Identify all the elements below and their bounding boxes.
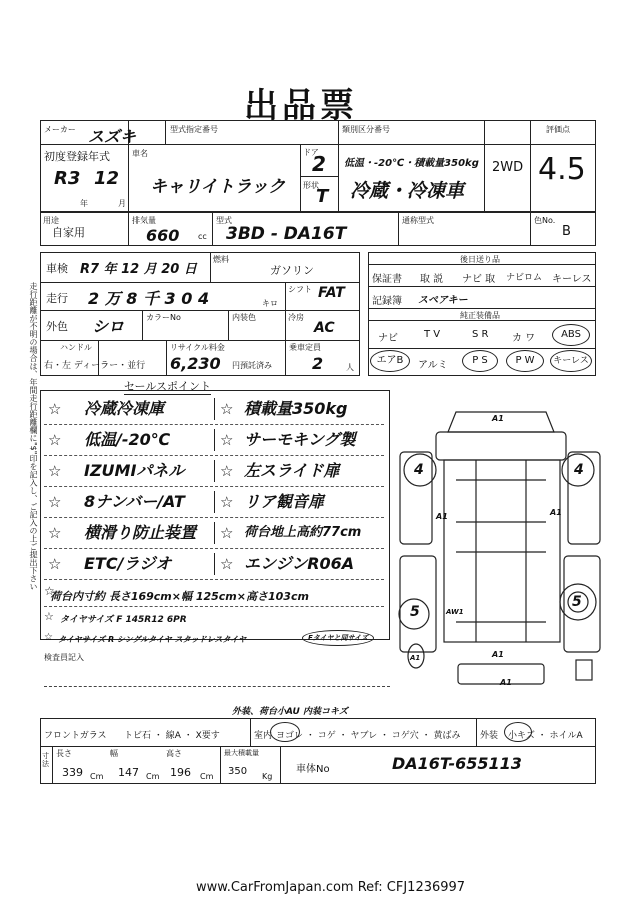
sales-point: エンジンR06A	[244, 554, 355, 573]
equip-ps: P S	[462, 350, 498, 372]
model-name-value: キャリイトラック	[150, 177, 286, 197]
dimension-label: 寸法	[42, 752, 49, 768]
damage-mark: AW1	[446, 608, 464, 616]
capacity-label: 乗車定員	[289, 343, 321, 352]
star-icon: ☆	[44, 584, 55, 598]
year-unit: 年	[80, 199, 88, 208]
length-label: 長さ	[56, 749, 72, 758]
windshield-value: トビ石 ・ 線A ・ X要す	[124, 731, 220, 741]
handle-label: ハンドル	[60, 343, 92, 352]
star-icon: ☆	[44, 632, 53, 643]
load-unit: Kg	[262, 772, 273, 781]
type-spec-label: 型式指定番号	[170, 125, 218, 134]
item-nav-manual: ナビ 取	[462, 274, 496, 285]
exterior-circle	[504, 722, 532, 742]
cargo-dims: 荷台内寸約 長さ169cm×幅 125cm×高さ103cm	[50, 590, 309, 603]
drive-value: 2WD	[492, 160, 524, 175]
item-keyless: キーレス	[552, 274, 592, 285]
score-label: 評価点	[546, 125, 570, 134]
common-model-label: 通称型式	[402, 216, 434, 225]
star-icon: ☆	[48, 524, 62, 542]
sales-point: 荷台地上高約77cm	[244, 525, 362, 540]
shape-value: T	[316, 186, 329, 207]
inspector-label: 検査員記入	[44, 653, 84, 662]
star-icon: ☆	[220, 524, 234, 542]
equip-leather: カ ワ	[512, 333, 536, 344]
shift-value: FAT	[318, 285, 345, 301]
side-note: 走行距離が不明の場合は、年間走行距離欄に"$"印を記入し、ご記入の上ご提出下さい	[29, 282, 38, 591]
cab-body	[436, 432, 566, 460]
item-warranty: 保証書	[372, 274, 402, 285]
displacement-unit: cc	[198, 232, 207, 241]
recycle-value: 6,230	[170, 354, 221, 373]
recycle-label: リサイクル料金	[170, 343, 225, 352]
star-icon: ☆	[48, 462, 62, 480]
interior-value: ヨゴレ ・ コゲ ・ ヤブレ ・ コゲ穴 ・ 黄ばみ	[276, 731, 461, 741]
sales-point: 低温/-20℃	[84, 430, 171, 449]
star-icon: ☆	[44, 610, 54, 623]
maker-value: スズキ	[88, 127, 137, 146]
body-note: 低温・-20℃・積載量350kg	[344, 158, 479, 169]
right-side	[568, 452, 600, 544]
capacity-value: 2	[312, 354, 324, 373]
inspection-value: R7 年 12 月 20 日	[80, 262, 197, 277]
use-value: 自家用	[52, 226, 85, 239]
maker-label: メーカー	[44, 125, 76, 134]
model-code-value: 3BD - DA16T	[226, 224, 347, 244]
doors-label: ドア	[303, 148, 319, 157]
damage-mark: A1	[492, 414, 504, 423]
damage-mark: 5	[410, 604, 420, 620]
damage-mark: 4	[574, 462, 584, 478]
sales-point: サーモキング製	[244, 430, 356, 449]
model-name-label: 車名	[132, 149, 148, 158]
handle-value: 右・左 ディーラー・並行	[44, 361, 146, 371]
sales-point: ETC/ラジオ	[84, 554, 172, 573]
damage-mark: A1	[500, 678, 512, 687]
sales-point-row	[44, 487, 384, 518]
exterior-note: 外装、荷台小AU 内装コキズ	[232, 707, 348, 717]
chassis-label: 車体No	[296, 764, 330, 775]
sales-point: 積載量350kg	[244, 399, 348, 418]
damage-mark: A1	[410, 654, 421, 662]
length-value: 339	[62, 766, 83, 779]
star-icon: ☆	[220, 431, 234, 449]
tire-rear: タイヤサイズ R シングルタイヤ スタッドレスタイヤ	[58, 635, 247, 644]
record-book-label: 記録簿	[372, 296, 402, 307]
tire-badge: Fタイヤと同サイズ	[302, 630, 374, 646]
color-no-label: カラーNo	[146, 313, 181, 322]
interior-label: 室内	[254, 731, 273, 741]
fuel-label: 燃料	[213, 255, 229, 264]
score-value: 4.5	[538, 152, 586, 187]
windshield-label: フロントガラス	[44, 731, 107, 741]
ac-label: 冷房	[288, 313, 304, 322]
damage-mark: 4	[414, 462, 424, 478]
equip-tv: T V	[424, 329, 441, 340]
sales-point: リア観音扉	[244, 492, 325, 511]
aftermarket-title: 後日送り品	[460, 255, 500, 264]
mileage-value: 2 万 8 千 3 0 4	[88, 289, 210, 308]
right-rear-side	[564, 556, 600, 652]
page-title: 出品票	[244, 86, 358, 126]
sales-point: 左スライド扉	[244, 461, 340, 480]
star-icon: ☆	[220, 400, 234, 418]
equip-sr: S R	[472, 329, 489, 340]
sales-point: 冷蔵冷凍庫	[84, 399, 165, 418]
record-book-value: スペアキー	[418, 295, 468, 306]
sales-point-row	[44, 425, 384, 456]
star-icon: ☆	[220, 462, 234, 480]
shape-label: 形状	[303, 181, 319, 190]
model-code-label: 型式	[216, 216, 232, 225]
use-label: 用途	[43, 216, 59, 225]
star-icon: ☆	[48, 493, 62, 511]
era-value: R3	[54, 168, 81, 189]
mileage-label: 走行	[46, 292, 68, 305]
capacity-unit: 人	[346, 363, 354, 372]
shift-label: シフト	[288, 285, 312, 294]
exterior-label: 外装	[480, 731, 499, 741]
item-nav-rom: ナビロム	[506, 273, 543, 283]
width-label: 幅	[110, 749, 118, 758]
sales-point: IZUMIパネル	[84, 461, 185, 480]
sales-point-row	[44, 456, 384, 487]
watermark: www.CarFromJapan.com Ref: CFJ1236997	[196, 880, 466, 895]
grade-value: B	[562, 224, 571, 239]
recycle-unit: 円預託済み	[232, 361, 272, 370]
color-label: 外色	[46, 320, 68, 333]
length-unit: Cm	[90, 772, 104, 781]
damage-mark: 5	[572, 594, 582, 610]
first-reg-label: 初度登録年式	[44, 150, 110, 163]
interior-color-label: 内装色	[232, 313, 256, 322]
star-icon: ☆	[48, 555, 62, 573]
fuel-value: ガソリン	[270, 264, 314, 277]
height-label: 高さ	[166, 749, 182, 758]
equip-pw: P W	[506, 350, 544, 372]
interior-circle	[270, 722, 300, 742]
height-unit: Cm	[200, 772, 214, 781]
displacement-label: 排気量	[132, 216, 156, 225]
star-icon: ☆	[48, 400, 62, 418]
item-manual: 取 説	[420, 274, 444, 285]
equip-alloy: アルミ	[418, 360, 448, 371]
equip-navi: ナビ	[378, 333, 398, 344]
body-type: 冷蔵・冷凍車	[350, 180, 465, 202]
chassis-value: DA16T-655113	[392, 754, 522, 773]
sales-point-row	[44, 549, 384, 580]
equipment-title: 純正装備品	[460, 311, 500, 320]
doors-value: 2	[312, 152, 326, 176]
damage-mark: A1	[492, 650, 504, 659]
sales-point-row	[44, 394, 384, 425]
sales-point: 8ナンバー/AT	[84, 492, 185, 511]
sales-point: 横滑り防止装置	[84, 523, 197, 542]
star-icon: ☆	[220, 493, 234, 511]
load-label: 最大積載量	[224, 749, 259, 757]
year-value: 12	[94, 168, 120, 189]
tire-front: タイヤサイズ F 145R12 6PR	[60, 615, 187, 625]
width-value: 147	[118, 766, 139, 779]
equip-airbag: エアB	[370, 350, 410, 372]
load-value: 350	[228, 766, 248, 777]
color-value: シロ	[92, 317, 125, 336]
category-label: 類別区分番号	[342, 125, 390, 134]
sales-point-row	[44, 518, 384, 549]
sales-points-title: セールスポイント	[124, 380, 212, 393]
color-grade-label: 色No.	[534, 216, 556, 225]
month-unit: 月	[118, 199, 126, 208]
equip-keyless: キーレス	[550, 350, 592, 372]
damage-mark: A1	[550, 508, 562, 517]
exterior-value: 小キズ ・ ホイルA	[508, 731, 583, 741]
displacement-value: 660	[146, 226, 180, 245]
inspection-label: 車検	[46, 262, 68, 275]
damage-mark: A1	[436, 512, 448, 521]
star-icon: ☆	[48, 431, 62, 449]
ac-value: AC	[314, 320, 335, 336]
km-label: キロ	[262, 299, 278, 308]
width-unit: Cm	[146, 772, 160, 781]
height-value: 196	[170, 766, 191, 779]
equip-abs: ABS	[552, 324, 590, 346]
star-icon: ☆	[220, 555, 234, 573]
